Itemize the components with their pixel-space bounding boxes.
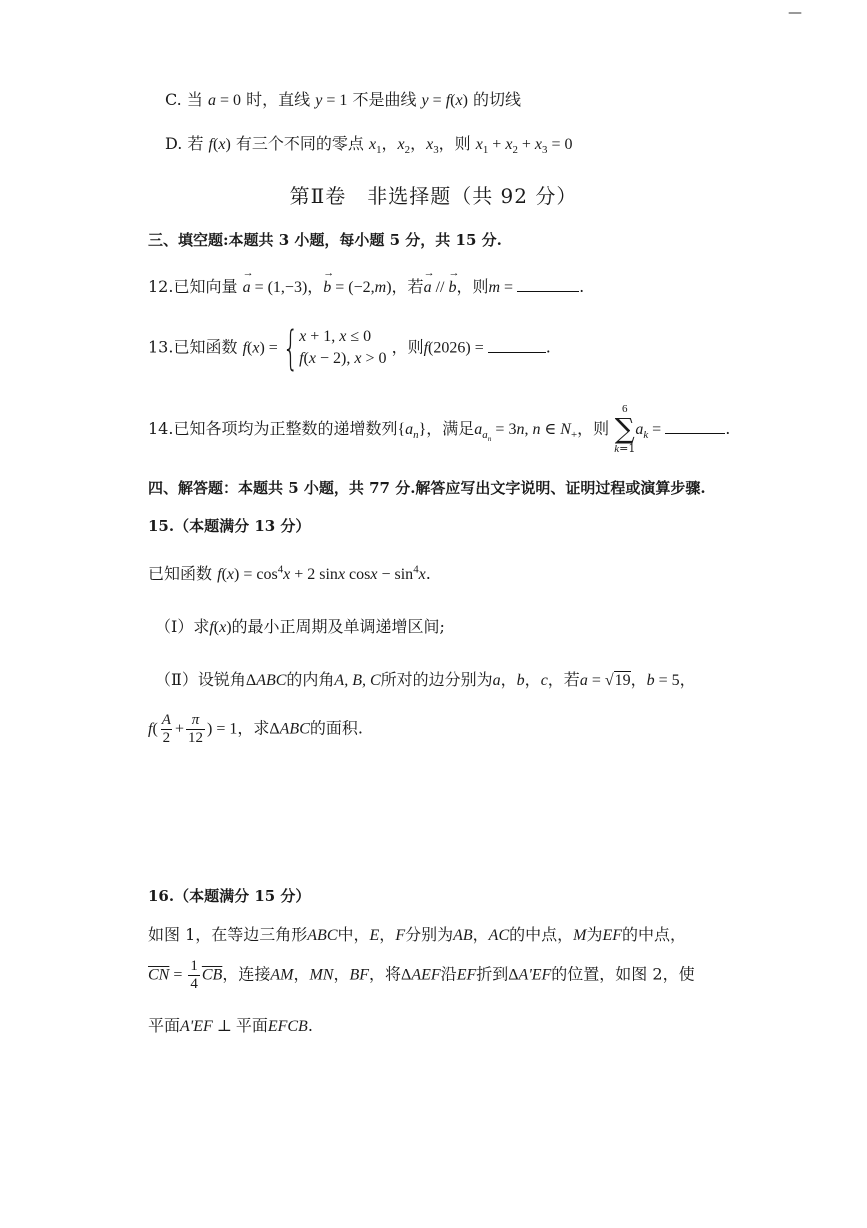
question-13: 13.已知函数 f(x) = { x + 1, x ≤ 0 f(x − 2), x > 0 ，则f(2026) = . — [148, 321, 551, 375]
page-corner-mark: — — [788, 5, 802, 21]
q15-header: 15.（本题满分 13 分） — [148, 517, 311, 535]
option-d: D. 若 f(x) 有三个不同的零点 $x_1$，$x_2$，$x_3$，则 $x_1 + x_2 + x_3 = 0$ — [165, 134, 573, 157]
q15-part2: （Ⅱ）设锐角ΔABC的内角A, B, C所对的边分别为a，b，c，若a = √19，b = 5， — [155, 670, 696, 689]
section-title: 第Ⅱ卷 非选择题（共 92 分） — [289, 184, 578, 208]
q15-given: 已知函数 $f(x) = \cos^4x + 2$ sinx $\cos x - \sin^4x$. — [148, 563, 431, 583]
q16-header: 16.（本题满分 15 分） — [148, 887, 311, 905]
q16-line2: $\overline{CN}$ = $\frac{1}{4}$ $\overline{CB}$，连接AM，MN，BF，将ΔAEF沿EF折到ΔA'EF的位置，如图 2，使 — [148, 958, 695, 992]
q15-condition: f( $\frac{A}{2}$ + $\frac{\pi}{12}$ ) = 1，求ΔABC的面积. — [148, 712, 363, 746]
answer-blank-13[interactable] — [488, 338, 546, 353]
section3-header: 三、填空题:本题共 3 小题，每小题 5 分，共 15 分. — [148, 231, 502, 249]
option-c: C. 当 a = 0 时，直线 y = 1 不是曲线 y = f(x) 的切线 — [165, 90, 522, 109]
question-14: 14.已知各项均为正整数的递增数列$\{a_n\}$，满足$a_{a_n} = 3n$, n ∈ $N_+$，则 6 ∑ k=1 $a_k$ = . — [148, 403, 731, 455]
section4-header: 四、解答题：本题共 5 小题，共 77 分.解答应写出文字说明、证明过程或演算步骤. — [148, 479, 706, 497]
question-12: 12.已知向量 → a = (1,−3)，→ b = (−2,m)，若→ a // → b，则m = . — [148, 277, 584, 297]
answer-blank-12[interactable] — [517, 277, 579, 292]
answer-blank-14[interactable] — [665, 419, 725, 434]
q16-line1: 如图 1，在等边三角形ABC中，E，F分别为AB，AC的中点，M为EF的中点， — [148, 925, 687, 944]
q16-line3: 平面A'EF ⊥ 平面EFCB. — [148, 1016, 313, 1035]
q15-part1: （Ⅰ）求f(x)的最小正周期及单调递增区间; — [155, 617, 445, 636]
